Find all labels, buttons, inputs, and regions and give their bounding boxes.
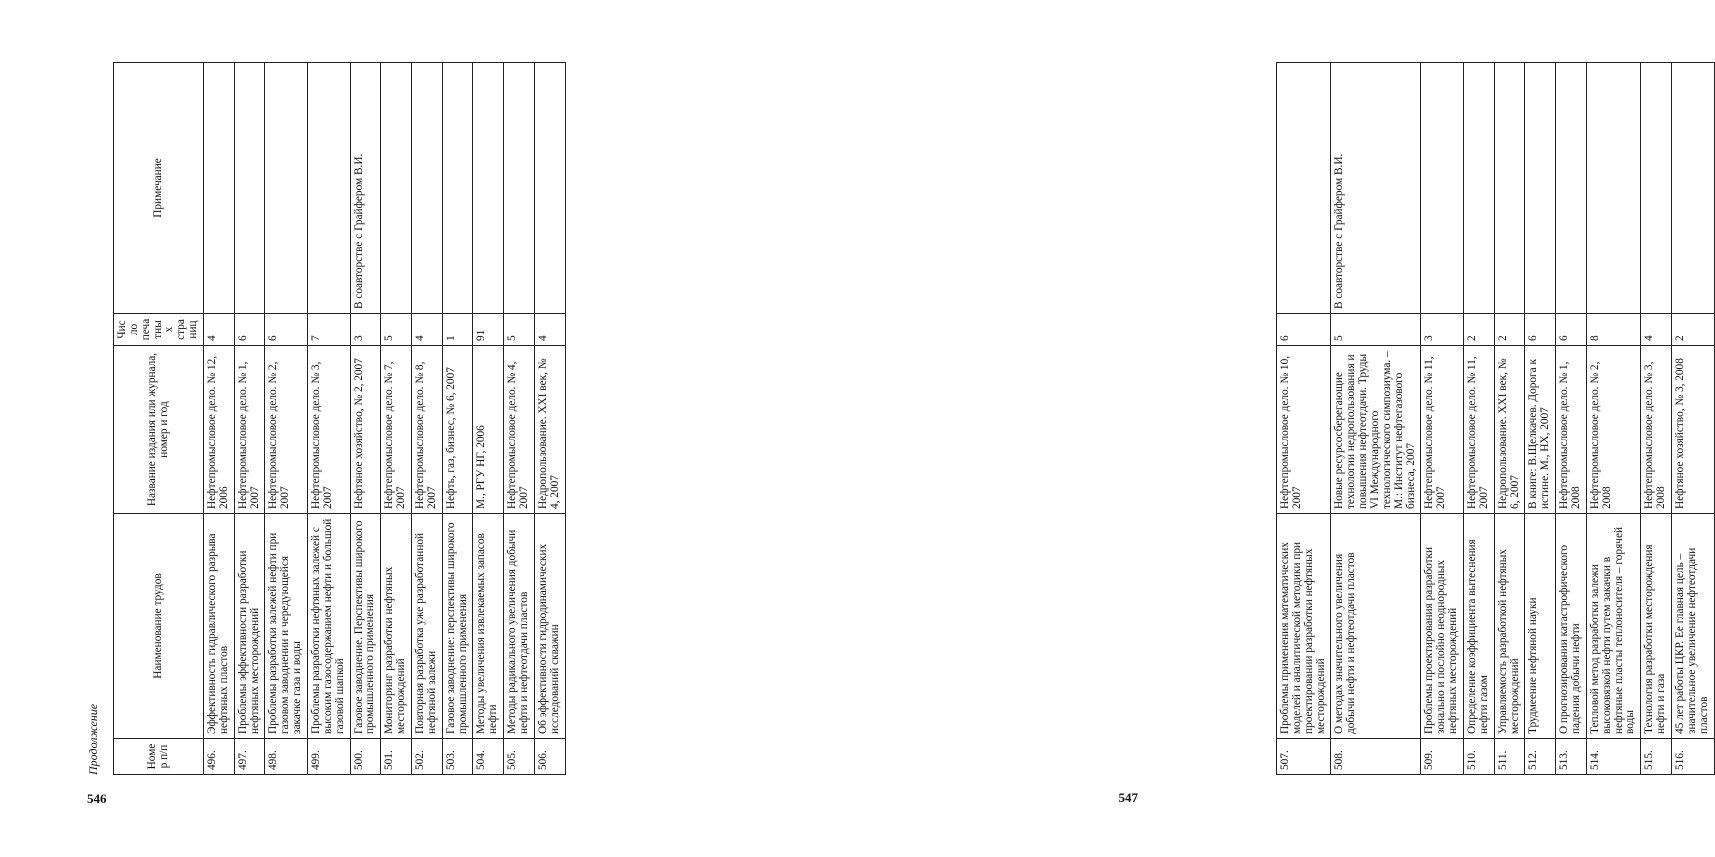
cell-num: 516.: [1672, 739, 1715, 775]
cell-pub: Нефтепромысловое дело. № 11, 2007: [1464, 346, 1495, 514]
cell-pub: Нефтепромысловое дело. № 2, 2008: [1586, 346, 1640, 514]
cell-name: Тепловой метод разработки залежи высоковязкой нефти путем закачки в нефтяные пласты теплоносителя – горячей воды: [1586, 514, 1640, 739]
cell-note: [1525, 63, 1556, 314]
cell-pub: Нефть, газ, бизнес, № 6, 2007: [442, 346, 473, 514]
left-page: [0, 0, 600, 857]
cell-num: 504.: [473, 739, 504, 775]
table-header-row: [114, 63, 204, 775]
cell-note: [308, 63, 351, 314]
cell-num: 500.: [350, 739, 381, 775]
cell-num: 497.: [234, 739, 265, 775]
cell-pages: 4: [204, 314, 235, 346]
cell-name: Проблемы проектирования разработки зонально и послойно неоднородных нефтяных месторождений: [1421, 514, 1464, 739]
table-row: [265, 63, 308, 775]
cell-note: [1494, 63, 1525, 314]
header-pub: Название издания или журнала, номер и год: [114, 346, 204, 514]
cell-pages: 6: [1525, 314, 1556, 346]
cell-name: О методах значительного увеличения добычи нефти и нефтеотдачи пластов: [1331, 514, 1421, 739]
cell-pub: Нефтепромысловое дело. № 10, 2007: [1277, 346, 1331, 514]
cell-num: 509.: [1421, 739, 1464, 775]
cell-pages: 6: [265, 314, 308, 346]
table-row: [442, 63, 473, 775]
table-row: [1672, 63, 1715, 775]
table-row: [350, 63, 381, 775]
cell-pub: Нефтепромысловое дело. № 1, 2008: [1556, 346, 1587, 514]
cell-pub: Нефтепромысловое дело. № 4, 2007: [504, 346, 535, 514]
cell-num: 514.: [1586, 739, 1640, 775]
cell-num: 505.: [504, 739, 535, 775]
cell-name: Проблемы эффективности разработки нефтяных месторождений: [234, 514, 265, 739]
cell-pages: 6: [234, 314, 265, 346]
cell-name: Газовое заводнение: перспективы широкого промышленного применения: [442, 514, 473, 739]
cell-pub: Нефтепромысловое дело. № 11, 2007: [1421, 346, 1464, 514]
cell-pub: М., РГУ НГ, 2006: [473, 346, 504, 514]
cell-pub: Нефтепромысловое дело. № 12, 2006: [204, 346, 235, 514]
header-pages: Число печатных страниц: [114, 314, 204, 346]
cell-note: [534, 63, 565, 314]
page-number: 547: [1118, 790, 1138, 805]
left-publications-table: [113, 62, 566, 775]
table-row: [1641, 63, 1672, 775]
cell-pub: Нефтепромысловое дело. № 8, 2007: [412, 346, 443, 514]
table-row: [473, 63, 504, 775]
cell-name: Об эффективности гидродинамических исследований скважин: [534, 514, 565, 739]
cell-pub: В книге: В.Щелкачев. Дорога к истине. М., НХ, 2007: [1525, 346, 1556, 514]
cell-pub: Нефтепромысловое дело. № 2, 2007: [265, 346, 308, 514]
cell-note: [204, 63, 235, 314]
cell-pages: 4: [1641, 314, 1672, 346]
cell-pages: 1: [442, 314, 473, 346]
cell-pub: Новые ресурсосберегающие технологии недропользования и повышения нефтеотдачи. Труды VI Международного технологического симпозиума. – М.: Институт нефтегазового бизнеса, 2007: [1331, 346, 1421, 514]
cell-pages: 6: [1277, 314, 1331, 346]
table-row: [308, 63, 351, 775]
cell-pages: 5: [381, 314, 412, 346]
cell-pub: Нефтепромысловое дело. № 3, 2008: [1641, 346, 1672, 514]
cell-pub: Нефтяное хозяйство, № 2, 2007: [350, 346, 381, 514]
cell-pages: 91: [473, 314, 504, 346]
cell-pages: 5: [504, 314, 535, 346]
right-table-rotated: [1276, 62, 1710, 775]
cell-num: 507.: [1277, 739, 1331, 775]
cell-num: 502.: [412, 739, 443, 775]
cell-name: 45 лет работы ЦКР. Ее главная цель – значительное увеличение нефтеотдачи пластов: [1672, 514, 1715, 739]
cell-num: 511.: [1494, 739, 1525, 775]
cell-num: 506.: [534, 739, 565, 775]
table-row: [534, 63, 565, 775]
table-row: [1556, 63, 1587, 775]
cell-name: Трудмеение нефтяной науки: [1525, 514, 1556, 739]
cell-name: Мониторинг разработки нефтяных месторождений: [381, 514, 412, 739]
cell-name: Эффективность гидравлического разрыва нефтяных пластов: [204, 514, 235, 739]
cell-pub: Недропользование. XXI век, № 4, 2007: [534, 346, 565, 514]
cell-pages: 2: [1464, 314, 1495, 346]
cell-pub: Недропользование. XXI век, № 6, 2007: [1494, 346, 1525, 514]
cell-num: 496.: [204, 739, 235, 775]
cell-pages: 3: [1421, 314, 1464, 346]
cell-pages: 8: [1586, 314, 1640, 346]
cell-name: Проблемы разработки залежей нефти при газовом заводнении и чередующейся закачке газа и воды: [265, 514, 308, 739]
cell-pub: Нефтепромысловое дело. № 1, 2007: [234, 346, 265, 514]
cell-name: Методы увеличения извлекаемых запасов нефти: [473, 514, 504, 739]
table-row: [1525, 63, 1556, 775]
cell-pages: 4: [412, 314, 443, 346]
cell-num: 515.: [1641, 739, 1672, 775]
table-row: [1464, 63, 1495, 775]
header-num: Номер п/п: [114, 739, 204, 775]
cell-num: 513.: [1556, 739, 1587, 775]
table-row: [1277, 63, 1331, 775]
continuation-label: Продолжение: [86, 703, 100, 775]
cell-pages: 3: [350, 314, 381, 346]
cell-note: [1641, 63, 1672, 314]
cell-num: 503.: [442, 739, 473, 775]
table-row: [1331, 63, 1421, 775]
cell-note: [1586, 63, 1640, 314]
cell-name: Проблемы применения математических моделей и аналитической методики при проектировании разработки нефтяных месторождений: [1277, 514, 1331, 739]
cell-pages: 4: [534, 314, 565, 346]
cell-note: [1277, 63, 1331, 314]
cell-name: Технология разработки месторождения нефти и газа: [1641, 514, 1672, 739]
cell-pages: 2: [1494, 314, 1525, 346]
cell-num: 501.: [381, 739, 412, 775]
cell-note: [442, 63, 473, 314]
cell-name: Методы радикального увеличения добычи нефти и нефтеотдачи пластов: [504, 514, 535, 739]
table-row: [234, 63, 265, 775]
cell-pages: 2: [1672, 314, 1715, 346]
cell-num: 498.: [265, 739, 308, 775]
cell-num: 508.: [1331, 739, 1421, 775]
cell-note: В соавторстве с Грайфером В.И.: [350, 63, 381, 314]
table-row: [1421, 63, 1464, 775]
cell-note: [1421, 63, 1464, 314]
cell-note: [504, 63, 535, 314]
cell-num: 510.: [1464, 739, 1495, 775]
cell-pages: 6: [1556, 314, 1587, 346]
cell-note: [412, 63, 443, 314]
left-table-rotated: [113, 62, 561, 775]
cell-name: Управляемость разработкой нефтяных месторождений: [1494, 514, 1525, 739]
right-page: [600, 0, 1710, 857]
cell-note: В соавторстве с Грайфером В.И.: [1331, 63, 1421, 314]
table-row: [381, 63, 412, 775]
cell-note: [473, 63, 504, 314]
cell-name: Определение коэффициента вытеснения нефти газом: [1464, 514, 1495, 739]
cell-pub: Нефтепромысловое дело. № 3, 2007: [308, 346, 351, 514]
cell-pages: 7: [308, 314, 351, 346]
cell-note: [234, 63, 265, 314]
cell-note: [1556, 63, 1587, 314]
table-row: [1586, 63, 1640, 775]
cell-note: [381, 63, 412, 314]
cell-pages: 5: [1331, 314, 1421, 346]
table-row: [504, 63, 535, 775]
cell-name: Повторная разработка уже разработанной нефтяной залежи: [412, 514, 443, 739]
cell-num: 499.: [308, 739, 351, 775]
cell-note: [265, 63, 308, 314]
header-note: Примечание: [114, 63, 204, 314]
cell-name: Газовое заводнение. Перспективы широкого промышленного применения: [350, 514, 381, 739]
right-publications-table: [1276, 62, 1715, 775]
cell-name: О прогнозировании катастрофического падения добычи нефти: [1556, 514, 1587, 739]
table-row: [1494, 63, 1525, 775]
table-row: [204, 63, 235, 775]
cell-note: [1464, 63, 1495, 314]
table-row: [412, 63, 443, 775]
page-number: 546: [87, 791, 107, 806]
cell-pub: Нефтепромысловое дело. № 7, 2007: [381, 346, 412, 514]
cell-pub: Нефтяное хозяйство, № 3, 2008: [1672, 346, 1715, 514]
header-name: Наименование трудов: [114, 514, 204, 739]
cell-note: [1672, 63, 1715, 314]
cell-num: 512.: [1525, 739, 1556, 775]
cell-name: Проблемы разработки нефтяных залежей с высоким газосодержанием нефти и большой газовой шапкой: [308, 514, 351, 739]
